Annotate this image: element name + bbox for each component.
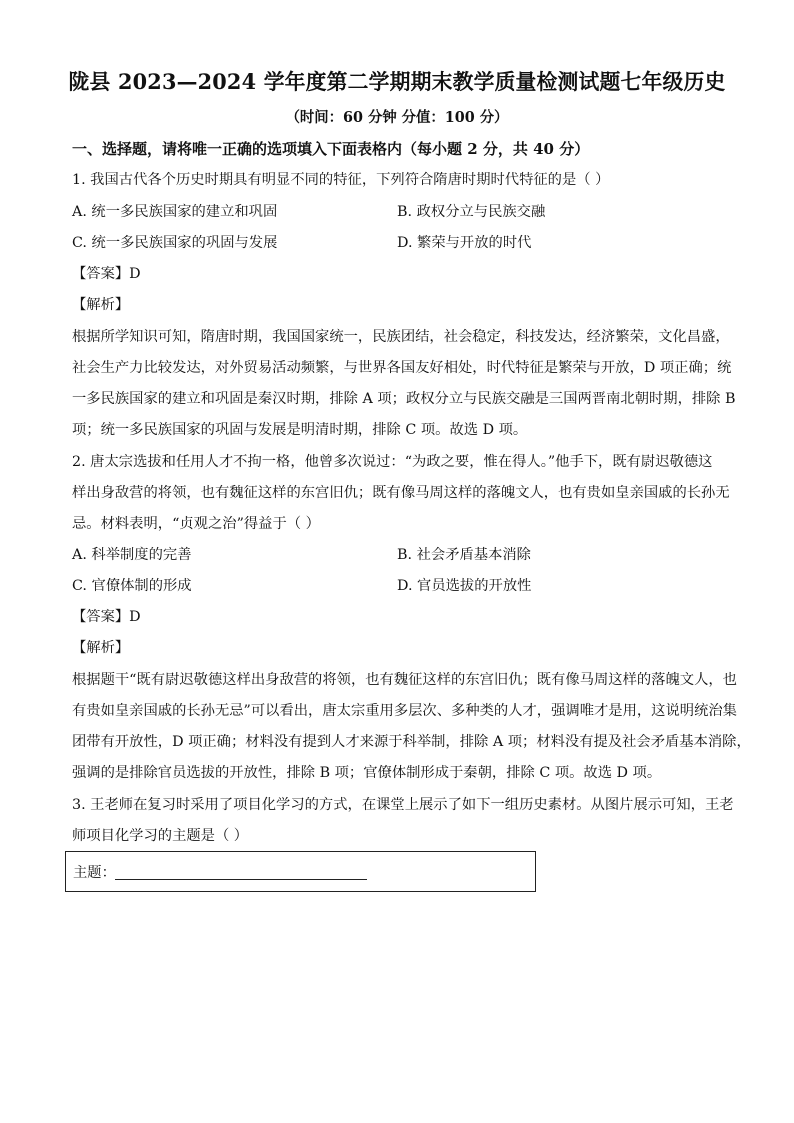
question-1-analysis-label: 【解析】	[72, 297, 130, 313]
question-1-option-a: A. 统一多民族国家的建立和巩固	[72, 204, 278, 220]
question-2-stem-line: 2. 唐太宗选拔和任用人才不拘一格，他曾多次说过：“为政之要，惟在得人。”他手下，既有尉迟敬德这	[72, 454, 713, 470]
question-2-analysis-line: 有贵如皇亲国戚的长孙无忌”可以看出，唐太宗重用多层次、多种类的人才，强调唯才是用，这说明统治集	[72, 703, 737, 719]
question-2-analysis-line: 团带有开放性，D 项正确；材料没有提到人才来源于科举制，排除 A 项；材料没有提及社会矛盾基本消除，	[72, 734, 751, 750]
question-1-analysis-line: 项；统一多民族国家的巩固与发展是明清时期，排除 C 项。故选 D 项。	[72, 422, 528, 438]
question-2-option-b: B. 社会矛盾基本消除	[397, 547, 531, 563]
question-1-analysis-line: 根据所学知识可知，隋唐时期，我国国家统一，民族团结，社会稳定，科技发达，经济繁荣，文化昌盛，	[72, 329, 730, 345]
question-1-answer: 【答案】D	[72, 266, 141, 282]
question-2-option-c: C. 官僚体制的形成	[72, 578, 192, 594]
exam-title: 陇县 2023—2024 学年度第二学期期末教学质量检测试题七年级历史	[68, 69, 726, 94]
topic-blank-line[interactable]	[115, 879, 367, 880]
question-2-answer: 【答案】D	[72, 609, 141, 625]
question-2-option-d: D. 官员选拔的开放性	[397, 578, 532, 594]
exam-subtitle: （时间：60 分钟 分值：100 分）	[285, 109, 509, 126]
section-heading: 一、选择题，请将唯一正确的选项填入下面表格内（每小题 2 分，共 40 分）	[72, 140, 590, 158]
question-2-stem-line: 忌。材料表明，“贞观之治”得益于（ ）	[72, 516, 320, 532]
question-3-stem-line: 师项目化学习的主题是（ ）	[72, 828, 249, 844]
question-1-analysis-line: 社会生产力比较发达，对外贸易活动频繁，与世界各国友好相处，时代特征是繁荣与开放，D 项正确；统	[72, 360, 732, 376]
question-3-stem-line: 3. 王老师在复习时采用了项目化学习的方式，在课堂上展示了如下一组历史素材。从图片展示可知，王老	[72, 797, 734, 813]
question-2-analysis-label: 【解析】	[72, 640, 130, 656]
question-1-option-b: B. 政权分立与民族交融	[397, 204, 546, 220]
question-2-analysis-line: 根据题干“既有尉迟敬德这样出身敌营的将领，也有魏征这样的东宫旧仇；既有像马周这样的落魄文人，也	[72, 672, 737, 688]
question-1-option-d: D. 繁荣与开放的时代	[397, 235, 532, 251]
question-1-option-c: C. 统一多民族国家的巩固与发展	[72, 235, 278, 251]
topic-label: 主题：	[73, 865, 116, 881]
question-2-stem-line: 样出身敌营的将领，也有魏征这样的东宫旧仇；既有像马周这样的落魄文人，也有贵如皇亲国戚的长孙无	[72, 485, 730, 501]
question-1-analysis-line: 一多民族国家的建立和巩固是秦汉时期，排除 A 项；政权分立与民族交融是三国两晋南北朝时期，排除 B	[72, 391, 736, 407]
question-2-analysis-line: 强调的是排除官员选拔的开放性，排除 B 项；官僚体制形成于秦朝，排除 C 项。故选 D 项。	[72, 765, 662, 781]
topic-box	[65, 851, 536, 892]
question-2-option-a: A. 科举制度的完善	[72, 547, 192, 563]
question-1-stem: 1. 我国古代各个历史时期具有明显不同的特征，下列符合隋唐时期时代特征的是（ ）	[72, 172, 610, 188]
